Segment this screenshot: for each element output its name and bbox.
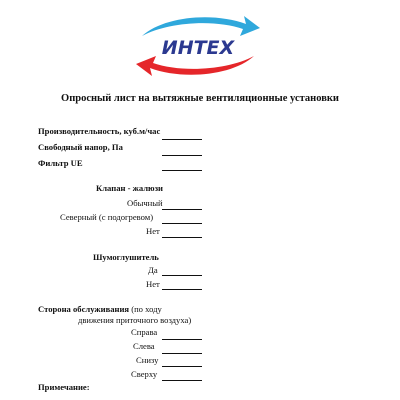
silencer-option-label: Да [148,265,158,275]
silencer-option-label: Нет [146,279,160,289]
valve-option-label: Обычный [127,198,163,208]
silencer-heading: Шумоглушитель [93,252,159,262]
service-side-option-field[interactable] [162,366,202,367]
capacity-label: Производительность, куб.м/час [38,126,161,136]
document-title: Опросный лист на вытяжные вентиляционные установки [61,93,339,104]
filter-field[interactable] [162,170,202,171]
logo-text: ИНТЕХ [161,37,235,59]
silencer-option-field[interactable] [162,289,202,290]
valve-option-field[interactable] [162,209,202,210]
note-label: Примечание: [38,382,90,392]
service-side-option-label: Слева [133,341,155,351]
pressure-label: Свободный напор, Па [38,142,123,152]
capacity-field[interactable] [162,139,202,140]
intekh-logo [134,10,262,82]
service-side-option-field[interactable] [162,353,202,354]
valve-option-label: Северный (с подогревом) [60,212,154,222]
filter-label: Фильтр UE [38,158,83,168]
valve-option-field[interactable] [162,223,202,224]
service-side-option-label: Снизу [136,355,159,365]
service-side-heading [38,304,162,315]
service-side-option-label: Сверху [131,369,158,379]
logo-arrows-icon [134,10,262,82]
service-side-option-field[interactable] [162,339,202,340]
valve-heading: Клапан - жалюзи [96,183,163,193]
valve-option-label: Нет [146,226,160,236]
service-side-option-label: Справа [131,327,158,337]
service-side-heading-rest: (по ходу [129,304,162,314]
silencer-option-field[interactable] [162,275,202,276]
service-side-heading-line2: движения приточного воздуха) [78,315,192,325]
pressure-field[interactable] [162,155,202,156]
service-side-option-field[interactable] [162,380,202,381]
service-side-heading-bold: Сторона обслуживания [38,304,130,314]
valve-option-field[interactable] [162,237,202,238]
